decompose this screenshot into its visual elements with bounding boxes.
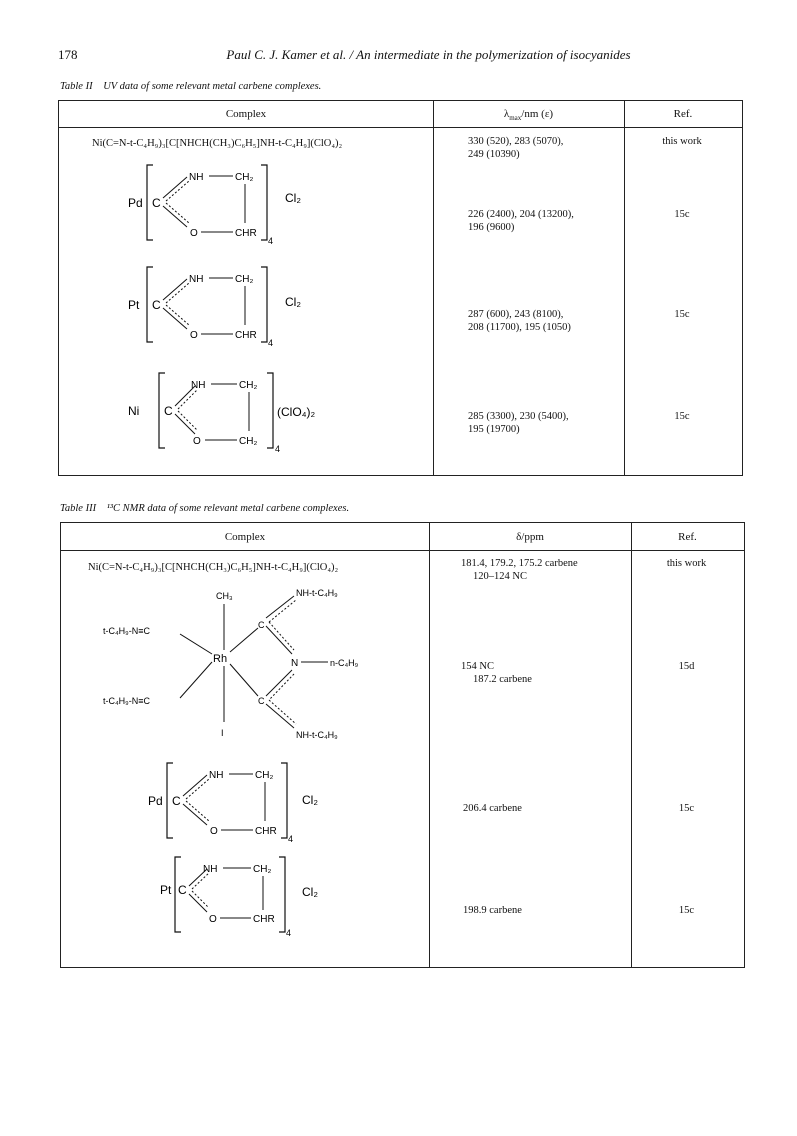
table3-header-delta: δ/ppm xyxy=(516,531,544,543)
table2-pd-structure xyxy=(125,160,325,248)
table2-pt-subscript: 4 xyxy=(268,338,274,348)
table3-caption-label: Table III xyxy=(60,503,97,514)
table3-pd-metal-label: Pd xyxy=(148,794,163,808)
table3-divider-2 xyxy=(631,523,632,967)
table3-rh-iodo-label: I xyxy=(221,728,224,738)
table3-divider-1 xyxy=(429,523,430,967)
table3-pt-carbene-c: C xyxy=(178,883,187,897)
table2-row2-value-line1: 226 (2400), 204 (13200), xyxy=(468,209,574,220)
table2-row4-value-line1: 285 (3300), 230 (5400), xyxy=(468,411,569,422)
table3-row2-values xyxy=(461,660,532,686)
table2-pt-o-label: O xyxy=(190,330,198,341)
table3-pd-o-label: O xyxy=(210,826,218,837)
table3-row1-values xyxy=(461,557,578,583)
table2-row2-values xyxy=(468,208,574,234)
table3-row1-ref: this work xyxy=(666,558,707,569)
table3-row1-formula: Ni(C=N-t-C₄H₉)₃[C[NHCH(CH₃)C₆H₅]NH-t-C₄H₉](ClO₄)₂ xyxy=(88,562,339,573)
table3-row2-ref: 15d xyxy=(678,661,695,672)
table2-header-complex: Complex xyxy=(225,108,267,120)
table3-row3-value-line1: 206.4 carbene xyxy=(463,803,522,814)
table3-row2-value-line1: 154 NC xyxy=(461,661,494,672)
table3-pt-nh-label: NH xyxy=(203,864,218,875)
table3-row2-value-line2: 187.2 carbene xyxy=(473,674,532,685)
table2-caption xyxy=(60,81,321,92)
table3-pt-o-label: O xyxy=(209,914,217,925)
table2-row2-value-line2: 196 (9600) xyxy=(468,222,515,233)
table3-caption-text: ¹³C NMR data of some relevant metal carbene complexes. xyxy=(106,503,350,514)
table2-pt-structure xyxy=(125,262,325,350)
table2-pt-counterion: Cl₂ xyxy=(285,295,301,309)
table3-pd-ch2-label: CH₂ xyxy=(255,770,274,781)
table2-pt-chr-label: CHR xyxy=(235,330,257,341)
table2-row4-values xyxy=(468,410,569,436)
table2-ni-structure xyxy=(125,368,365,456)
table3-rh-carbene-c-top: C xyxy=(258,620,265,630)
table2-row3-values xyxy=(468,308,571,334)
table3-pd-subscript: 4 xyxy=(288,834,294,844)
table2-ni-counterion: (ClO₄)₂ xyxy=(277,405,316,419)
table3-header-complex: Complex xyxy=(224,531,266,543)
table2-pd-metal-label: Pd xyxy=(128,196,143,210)
table2-row4-ref: 15c xyxy=(674,411,690,422)
table2-pt-nh-label: NH xyxy=(189,274,204,285)
table3-pd-chr-label: CHR xyxy=(255,826,277,837)
table2-ni-metal-label: Ni xyxy=(128,404,140,418)
table2-pd-ch2-label: CH₂ xyxy=(235,172,254,183)
table3-row3-ref: 15c xyxy=(678,803,695,814)
table2-pd-o-label: O xyxy=(190,228,198,239)
table2-row3-ref: 15c xyxy=(674,309,690,320)
table3-row3-values xyxy=(463,802,522,815)
table2-row3-value-line1: 287 (600), 243 (8100), xyxy=(468,309,564,320)
table2-header-lambda: $\lambda_{max}/nm$ (ε) xyxy=(503,108,554,123)
table3-pd-nh-label: NH xyxy=(209,770,224,781)
table2-ni-ch2-bottom-label: CH₂ xyxy=(239,436,258,447)
table2-pt-metal-label: Pt xyxy=(128,298,140,312)
table2-pd-chr-label: CHR xyxy=(235,228,257,239)
table3-pt-ch2-label: CH₂ xyxy=(253,864,272,875)
table3-rh-nh-tbu-bottom: NH-t-C₄H₉ xyxy=(296,730,338,740)
table3-rh-isonitrile-bottom: t-C₄H₉-N≡C xyxy=(103,696,150,706)
table3-rh-metal-label: Rh xyxy=(213,653,228,665)
table3-pt-subscript: 4 xyxy=(286,928,292,938)
table2-ni-o-label: O xyxy=(193,436,201,447)
table3-row1-value-line2: 120–124 NC xyxy=(473,571,527,582)
table2-row2-ref: 15c xyxy=(674,209,690,220)
table3-rh-structure xyxy=(98,582,388,752)
table2-header-lambda-text: nm (ε) xyxy=(524,108,554,120)
table3-pt-metal-label: Pt xyxy=(160,883,172,897)
table2-pt-ch2-label: CH₂ xyxy=(235,274,254,285)
table2-row1-formula: Ni(C=N-t-C₄H₉)₃[C[NHCH(CH₃)C₆H₅]NH-t-C₄H₉](ClO₄)₂ xyxy=(92,138,343,149)
table3-rh-ch3-label: CH₃ xyxy=(216,591,233,601)
table3-pt-chr-label: CHR xyxy=(253,914,275,925)
table2-divider-1 xyxy=(433,101,434,475)
table3-rh-nh-tbu-top: NH-t-C₄H₉ xyxy=(296,588,338,598)
table2-caption-text: UV data of some relevant metal carbene complexes. xyxy=(103,81,322,92)
table2-row3-value-line2: 208 (11700), 195 (1050) xyxy=(468,322,571,333)
table2-pd-nh-label: NH xyxy=(189,172,204,183)
table2-pt-carbene-c: C xyxy=(152,298,161,312)
table3-row1-value-line1: 181.4, 179.2, 175.2 carbene xyxy=(461,558,578,569)
table2-ni-nh-label: NH xyxy=(191,380,206,391)
table2-ni-carbene-c: C xyxy=(164,404,173,418)
table3-caption xyxy=(60,503,349,514)
table2-ni-ch2-top-label: CH₂ xyxy=(239,380,258,391)
table3-rh-nbutyl-label: n-C₄H₉ xyxy=(330,658,359,668)
table2-row1-values xyxy=(468,135,563,161)
table2-row1-value-line2: 249 (10390) xyxy=(468,149,520,160)
table3-header-ref: Ref. xyxy=(678,531,697,543)
table3-row4-ref: 15c xyxy=(678,905,695,916)
table3-rh-carbene-c-bottom: C xyxy=(258,696,265,706)
table3-pd-carbene-c: C xyxy=(172,794,181,808)
table2-pd-counterion: Cl₂ xyxy=(285,191,301,205)
table2-row4-value-line2: 195 (19700) xyxy=(468,424,520,435)
table2-row1-ref: this work xyxy=(662,136,702,147)
table2-pd-carbene-c: C xyxy=(152,196,161,210)
table3-pt-counterion: Cl₂ xyxy=(302,885,318,899)
table2-row1-value-line1: 330 (520), 283 (5070), xyxy=(468,136,564,147)
page-number: 178 xyxy=(58,47,78,62)
table3-pd-structure xyxy=(145,758,345,846)
table3-rh-isonitrile-top: t-C₄H₉-N≡C xyxy=(103,626,150,636)
table3-row4-value-line1: 198.9 carbene xyxy=(463,905,522,916)
table3-pd-counterion: Cl₂ xyxy=(302,793,318,807)
table2-pd-subscript: 4 xyxy=(268,236,274,246)
table2-header-ref: Ref. xyxy=(673,108,693,120)
table3-row4-values xyxy=(463,904,522,917)
table3-pt-structure xyxy=(145,852,345,940)
table2-caption-label: Table II xyxy=(60,81,93,92)
table2-ni-subscript: 4 xyxy=(275,444,281,454)
running-title: Paul C. J. Kamer et al. / An intermediate in the polymerization of isocyanides xyxy=(226,47,631,62)
table3-rh-n-label: N xyxy=(291,658,299,669)
